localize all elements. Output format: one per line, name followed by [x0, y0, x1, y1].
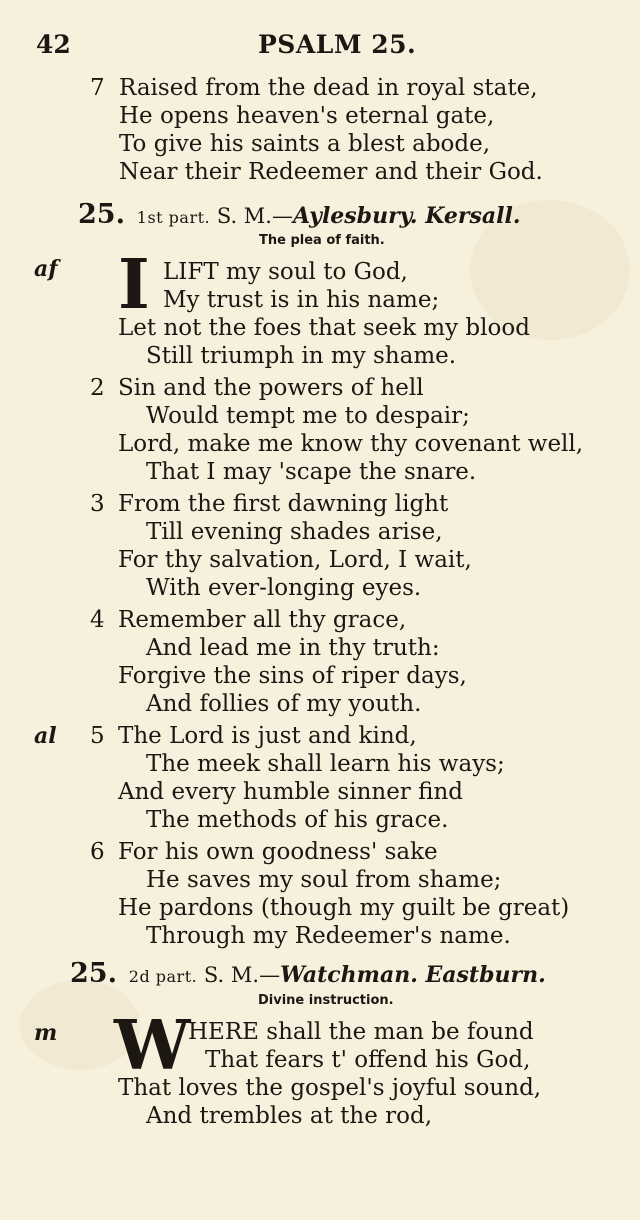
- verse-line: That loves the gospel's joyful sound,: [118, 1075, 542, 1101]
- hymn-subtitle: The plea of faith.: [259, 233, 385, 248]
- verse-line: Still triumph in my shame.: [146, 343, 457, 369]
- hymn-meter: S. M.—: [203, 963, 281, 987]
- verse-line: He pardons (though my guilt be great): [118, 895, 570, 921]
- hymn-meter: S. M.—: [216, 204, 293, 228]
- verse-line: Raised from the dead in royal state,: [119, 75, 538, 101]
- verse-line: LIFT my soul to God,: [163, 259, 408, 285]
- verse-line: My trust is in his name;: [163, 287, 440, 313]
- drop-cap: I: [118, 245, 150, 325]
- hymn-number: 25.: [78, 199, 125, 230]
- hymn-subtitle: Divine instruction.: [258, 993, 394, 1008]
- verse-line: Let not the foes that seek my blood: [118, 315, 530, 341]
- dynamic-marking: al: [34, 723, 57, 749]
- verse-line: Lord, make me know thy covenant well,: [118, 431, 584, 457]
- hymn-part: 1st part.: [136, 208, 211, 227]
- verse-line: Forgive the sins of riper days,: [118, 663, 467, 689]
- hymn-heading: [70, 958, 546, 989]
- verse-line: Till evening shades arise,: [146, 519, 443, 545]
- verse-line: And lead me in thy truth:: [146, 635, 440, 661]
- verse-number: 3: [90, 491, 105, 517]
- running-title: PSALM 25.: [258, 30, 417, 59]
- verse-line: Remember all thy grace,: [118, 607, 407, 633]
- verse-line: HERE shall the man be found: [188, 1019, 534, 1045]
- verse-line: That I may 'scape the snare.: [146, 459, 477, 485]
- verse-number: 7: [90, 75, 105, 101]
- verse-number: 5: [90, 723, 105, 749]
- verse-number: 2: [90, 375, 105, 401]
- hymn-tunes: Watchman. Eastburn.: [280, 962, 546, 988]
- verse-line: The meek shall learn his ways;: [146, 751, 505, 777]
- verse-line: And trembles at the rod,: [146, 1103, 433, 1129]
- drop-cap: W: [114, 1006, 191, 1086]
- hymn-tunes: Aylesbury. Kersall.: [292, 203, 521, 229]
- verse-line: With ever-longing eyes.: [146, 575, 422, 601]
- verse-line: He opens heaven's eternal gate,: [119, 103, 495, 129]
- verse-number: 6: [90, 839, 105, 865]
- verse-line: Sin and the powers of hell: [118, 375, 424, 401]
- verse-line: The Lord is just and kind,: [118, 723, 417, 749]
- verse-line: For thy salvation, Lord, I wait,: [118, 547, 472, 573]
- verse-line: The methods of his grace.: [146, 807, 449, 833]
- verse-line: That fears t' offend his God,: [205, 1047, 531, 1073]
- verse-line: He saves my soul from shame;: [146, 867, 502, 893]
- verse-line: And every humble sinner find: [118, 779, 463, 805]
- verse-line: To give his saints a blest abode,: [119, 131, 491, 157]
- hymn-number: 25.: [70, 958, 117, 989]
- hymn-heading: [78, 199, 520, 230]
- dynamic-marking: af: [34, 256, 58, 282]
- verse-line: Near their Redeemer and their God.: [119, 159, 543, 185]
- verse-line: From the first dawning light: [118, 491, 449, 517]
- verse-line: For his own goodness' sake: [118, 839, 438, 865]
- verse-number: 4: [90, 607, 105, 633]
- page-number: 42: [36, 30, 71, 59]
- verse-line: And follies of my youth.: [146, 691, 422, 717]
- verse-line: Would tempt me to despair;: [146, 403, 470, 429]
- hymn-part: 2d part.: [128, 967, 198, 986]
- dynamic-marking: m: [34, 1020, 58, 1046]
- verse-line: Through my Redeemer's name.: [146, 923, 511, 949]
